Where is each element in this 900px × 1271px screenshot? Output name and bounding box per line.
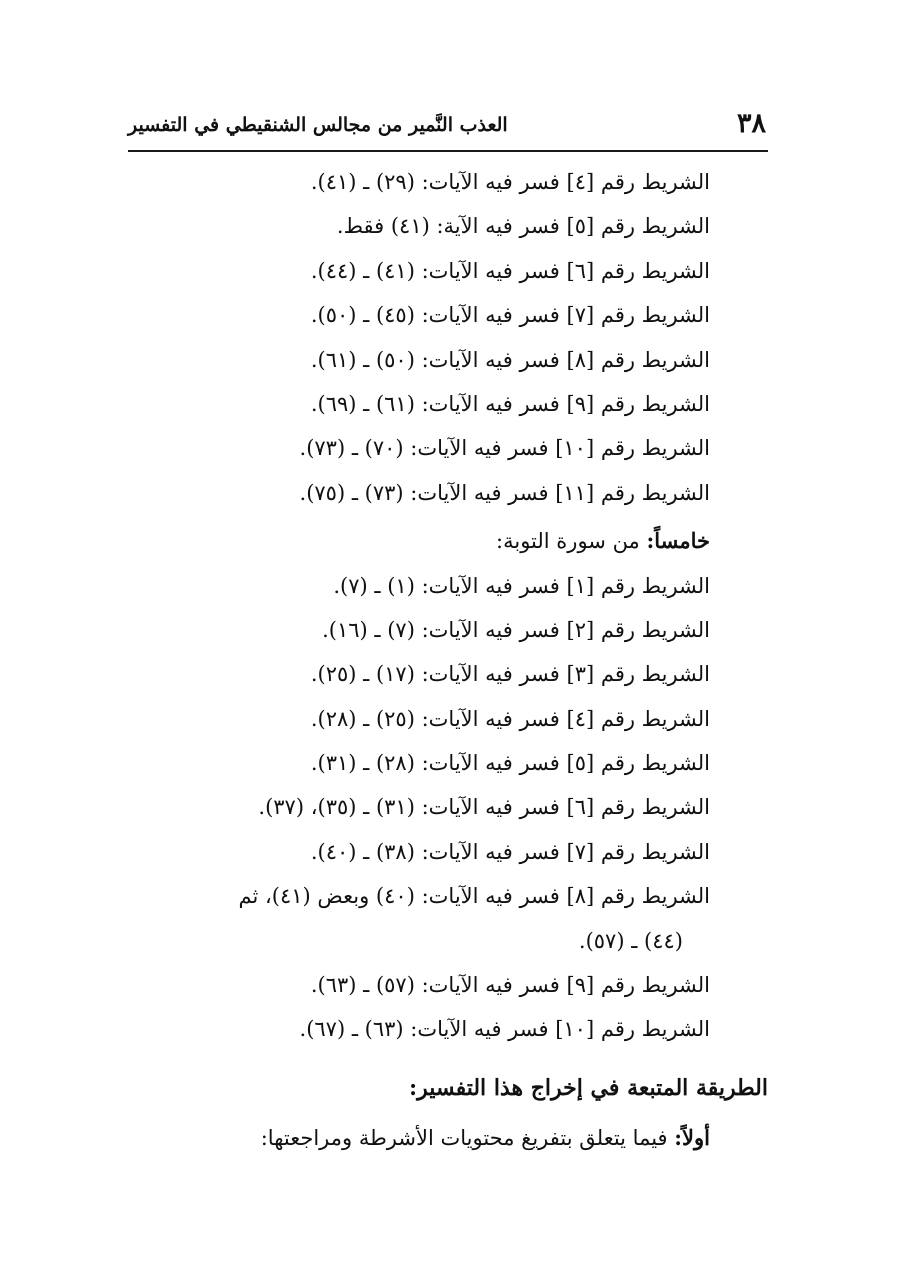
first-point xyxy=(125,1116,768,1160)
tape-entry: الشريط رقم [٨] فسر فيه الآيات: (٥٠) ـ (٦١). xyxy=(310,347,710,372)
page-number: ٣٨ xyxy=(736,108,766,139)
tape-entry-wrapped-first: الشريط رقم [٨] فسر فيه الآيات: (٤٠) وبعض (٤١)، ثم xyxy=(238,884,710,909)
tape-entry: الشريط رقم [٩] فسر فيه الآيات: (٦١) ـ (٦٩). xyxy=(310,391,710,416)
page-header xyxy=(128,102,768,152)
tape-entry: الشريط رقم [١٠] فسر فيه الآيات: (٦٣) ـ (٦٧). xyxy=(299,1017,710,1042)
section-text: من سورة التوبة: xyxy=(496,529,647,554)
tape-entry: الشريط رقم [٦] فسر فيه الآيات: (٤١) ـ (٤٤). xyxy=(310,258,710,283)
tape-entry: الشريط رقم [٥] فسر فيه الآيات: (٢٨) ـ (٣١). xyxy=(310,751,710,776)
tape-entry: الشريط رقم [٧] فسر فيه الآيات: (٣٨) ـ (٤٠). xyxy=(310,839,710,864)
tape-entry: الشريط رقم [٤] فسر فيه الآيات: (٢٩) ـ (٤١). xyxy=(310,170,710,194)
running-title: العذب النَّمير من مجالس الشنقيطي في التفسير xyxy=(128,114,508,136)
section-label: خامساً: xyxy=(646,528,710,554)
tape-entry: الشريط رقم [٤] فسر فيه الآيات: (٢٥) ـ (٢٨). xyxy=(310,706,710,731)
tape-entry: الشريط رقم [٧] فسر فيه الآيات: (٤٥) ـ (٥٠). xyxy=(310,303,710,328)
body-text xyxy=(125,160,768,1160)
tape-entry: الشريط رقم [٦] فسر فيه الآيات: (٣١) ـ (٣٥)، (٣٧). xyxy=(258,795,710,820)
section-heading-tawbah xyxy=(125,519,768,563)
tape-entry: الشريط رقم [٥] فسر فيه الآية: (٤١) فقط. xyxy=(336,214,710,239)
first-point-label: أولاً: xyxy=(674,1124,710,1150)
tape-entry: الشريط رقم [١١] فسر فيه الآيات: (٧٣) ـ (٧٥). xyxy=(299,480,710,505)
tape-entry: الشريط رقم [١] فسر فيه الآيات: (١) ـ (٧). xyxy=(333,573,710,598)
tape-entry: الشريط رقم [١٠] فسر فيه الآيات: (٧٠) ـ (٧٣). xyxy=(299,436,710,461)
method-heading: الطريقة المتبعة في إخراج هذا التفسير: xyxy=(409,1074,768,1101)
tape-entry-wrapped-second: (٤٤) ـ (٥٧). xyxy=(578,928,683,953)
tape-entry: الشريط رقم [٣] فسر فيه الآيات: (١٧) ـ (٢٥). xyxy=(310,662,710,687)
tape-entry: الشريط رقم [٩] فسر فيه الآيات: (٥٧) ـ (٦٣). xyxy=(310,973,710,998)
tape-entry: الشريط رقم [٢] فسر فيه الآيات: (٧) ـ (١٦). xyxy=(322,617,710,642)
first-point-text: فيما يتعلق بتفريغ محتويات الأشرطة ومراجعتها: xyxy=(260,1125,675,1150)
